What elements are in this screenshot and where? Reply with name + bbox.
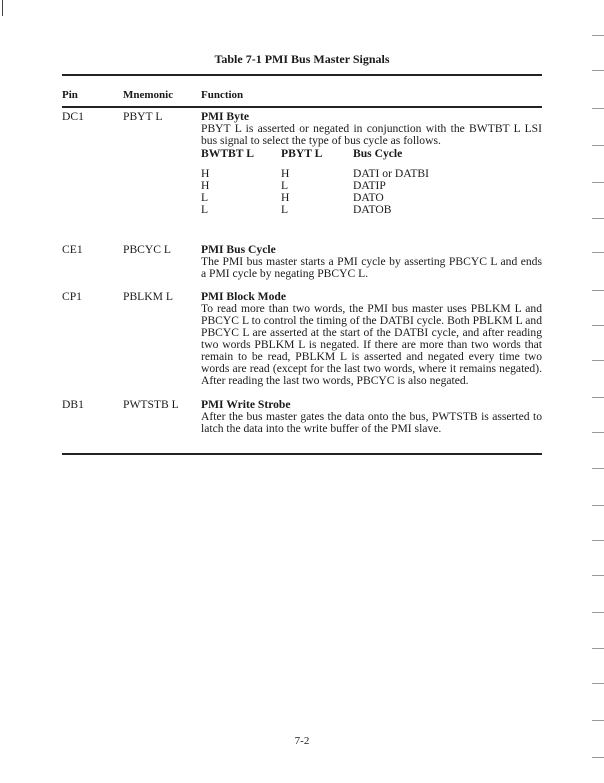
subtable-cell: H xyxy=(281,191,290,204)
row-mnemonic: PBLKM L xyxy=(123,290,173,303)
subtable-cell: DATOB xyxy=(353,203,392,216)
function-heading: PMI Bus Cycle xyxy=(201,243,276,256)
subtable-cell: DATO xyxy=(353,191,384,204)
function-text: The PMI bus master starts a PMI cycle by asserting PBCYC L and ends a PMI cycle by negating PBCYC L. xyxy=(201,255,542,280)
row-function xyxy=(201,244,542,280)
subtable-cell: L xyxy=(281,203,289,216)
subtable-col-pbyt xyxy=(281,168,289,216)
function-text: After the bus master gates the data onto the bus, PWTSTB is asserted to latch the data into the write buffer of the PMI slave. xyxy=(201,410,542,435)
subtable-cell: L xyxy=(201,191,209,204)
row-pin: DB1 xyxy=(62,398,84,411)
row-pin: DC1 xyxy=(62,110,84,123)
subtable-cell: H xyxy=(201,167,210,180)
scan-edge-line xyxy=(2,0,3,16)
header-pin: Pin xyxy=(62,89,78,101)
header-mnemonic: Mnemonic xyxy=(123,89,174,101)
table-title: Table 7-1 PMI Bus Master Signals xyxy=(214,52,390,66)
header-rule xyxy=(62,106,542,108)
subtable-cell: H xyxy=(201,179,210,192)
subtable-cell: H xyxy=(281,167,290,180)
row-function xyxy=(201,399,542,435)
row-mnemonic: PWTSTB L xyxy=(123,398,179,411)
function-heading: PMI Byte xyxy=(201,110,249,123)
subtable-col-buscycle xyxy=(353,168,429,216)
subtable-cell: L xyxy=(201,203,209,216)
row-pin: CE1 xyxy=(62,243,83,256)
subtable-header-bwtbt: BWTBT L xyxy=(201,147,254,160)
subtable-cell: L xyxy=(281,179,289,192)
subtable-header-pbyt: PBYT L xyxy=(281,147,323,160)
function-text: To read more than two words, the PMI bus master uses PBLKM L and PBCYC L to control the timing of the DATBI cycle. Both PBLKM L and PBCYC L are asserted at the start of the DATBI cycle, and after reading two words PBLKM L is negated. If there are more than two words that remain to be read, PBLKM L is asserted and negated every time two words are read (except for the last two words, where it remains negated). After reading the last two words, PBCYC is also negated. xyxy=(201,302,542,387)
table-top-rule xyxy=(62,74,542,76)
function-heading: PMI Write Strobe xyxy=(201,398,291,411)
subtable-header-buscycle: Bus Cycle xyxy=(353,147,403,160)
row-mnemonic: PBYT L xyxy=(123,110,163,123)
row-function xyxy=(201,111,542,147)
function-heading: PMI Block Mode xyxy=(201,290,287,303)
function-text: PBYT L is asserted or negated in conjunction with the BWTBT L LSI bus signal to select the type of bus cycle as follows. xyxy=(201,122,542,147)
subtable-cell: DATIP xyxy=(353,179,386,192)
row-function xyxy=(201,291,542,387)
page-number: 7-2 xyxy=(294,735,310,747)
table-bottom-rule xyxy=(62,453,542,455)
header-function: Function xyxy=(201,89,244,101)
row-pin: CP1 xyxy=(62,290,82,303)
subtable-col-bwtbt xyxy=(201,168,209,216)
row-mnemonic: PBCYC L xyxy=(123,243,171,256)
subtable-cell: DATI or DATBI xyxy=(353,167,429,180)
